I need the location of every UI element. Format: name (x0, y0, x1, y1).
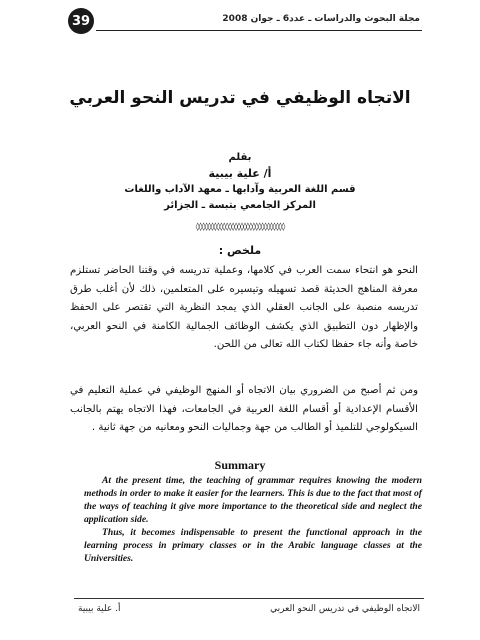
footer-title: الاتجاه الوظيفي في تدريس النحو العربي (270, 604, 420, 614)
summary-paragraph-2: Thus, it becomes indispensable to present the functional approach in the learning process in primary classes or in the Arabic language classes at the Universities. (84, 527, 422, 564)
author-block (60, 150, 420, 214)
footer-author: أ. علية بيبية (78, 604, 121, 614)
abstract-heading: ملخص : (218, 244, 262, 257)
abstract-paragraph-2 (70, 382, 418, 438)
byline-label: بقلم (228, 152, 252, 163)
summary-paragraph-1: At the present time, the teaching of grammar requires knowing the modern methods in order to make it easier for the learners. This is due to the fact that most of the ways of teaching it give more importance to the theoretical side and neglect the application side. (84, 475, 422, 525)
running-head: مجلة البحوث والدراسات ـ عدد6 ـ جوان 2008 (222, 14, 420, 24)
ornament-separator: ◊◊◊◊◊◊◊◊◊◊◊◊◊◊◊◊◊◊◊◊◊◊◊◊◊◊◊◊◊◊ (195, 222, 285, 231)
abstract-paragraph-text: ومن ثم أصبح من الضروري بيان الاتجاه أو المنهج الوظيفي في عملية التعليم في الأقسام الإعدادية أو أقسام اللغة العربية في الجامعات، فهذا الاتجاه يهتم بالجانب السيكولوجي للتلميذ أو الطالب من جهة وجماليات النحو ومعانيه من جهة ثانية . (70, 385, 418, 434)
abstract-paragraph-text: النحو هو انتحاء سمت العرب في كلامها، وعملية تدريسه في وقتنا الحاضر تستلزم معرفة المناهج الحديثة قصد تسهيله وتيسيره على المتعلمين، ذلك لأن أغلب طرق تدريسه منصبة على الجانب العقلي الذي يمجد النظرية التي تقتصر على الحفظ والإظهار دون التطبيق الذي يكشف الوظائف الجمالية الكامنة في النحو العربي، خاصة وأنه جاء حفظا لكتاب الله تعالى من اللحن. (70, 265, 418, 351)
footer-rule (74, 598, 424, 599)
english-summary (84, 474, 422, 565)
header-rule (96, 30, 422, 31)
author-institution: المركز الجامعي بتبسة ـ الجزائر (164, 200, 316, 211)
summary-heading: Summary (214, 458, 266, 472)
page-number-badge: 39 (68, 8, 94, 34)
article-title: الاتجاه الوظيفي في تدريس النحو العربي (69, 88, 411, 108)
author-name: أ/ علية بيبية (208, 167, 272, 180)
author-department: قسم اللغة العربية وآدابها ـ معهد الآداب واللغات (124, 184, 356, 195)
abstract-paragraph-1 (70, 262, 418, 355)
